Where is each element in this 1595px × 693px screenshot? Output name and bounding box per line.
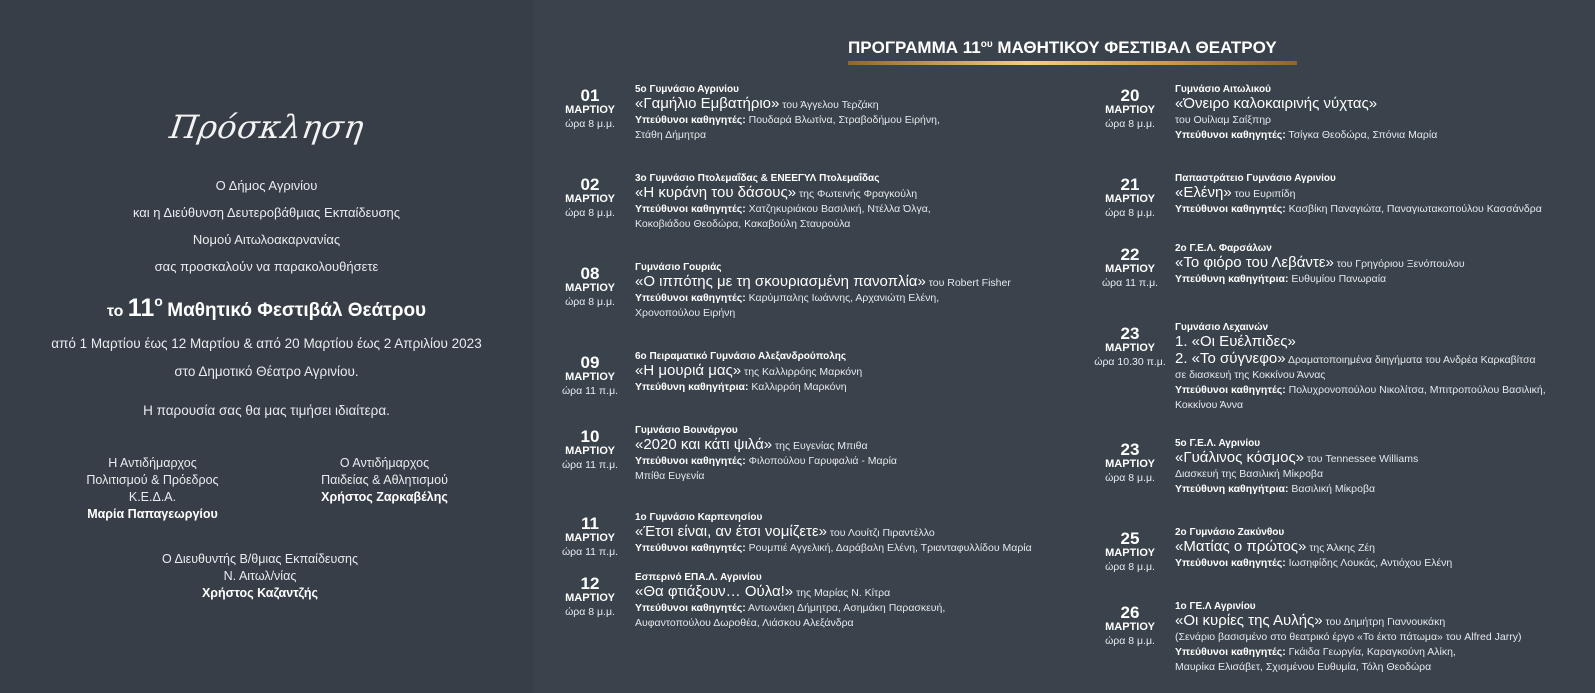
teachers-names: Πολυχρονοπούλου Νικολίτσα, Μπιτροπούλου Βασιλική, xyxy=(1285,384,1546,396)
festival-number: $11^o$ xyxy=(127,293,163,322)
teachers-label: Υπεύθυνοι καθηγητές: xyxy=(1175,557,1286,569)
entry-author: του Robert Fisher xyxy=(925,277,1011,289)
entry-day: 02 xyxy=(580,175,600,194)
entry-author: του Ευριπίδη xyxy=(1231,188,1296,200)
teachers-label: Υπεύθυνη καθηγήτρια: xyxy=(1175,483,1289,495)
entry-teachers xyxy=(635,291,1075,306)
entry-school: 3ο Γυμνάσιο Πτολεμαΐδας & ΕΝΕΕΓΥΛ Πτολεμαΐδας xyxy=(635,173,880,184)
festival-dates: από 1 Μαρτίου έως 12 Μαρτίου & από 20 Μαρτίου έως 2 Απριλίου 2023 xyxy=(51,336,482,351)
teachers-names: Φιλοπούλου Γαρυφαλιά - Μαρία xyxy=(745,455,898,467)
entry-play-line xyxy=(1175,96,1575,113)
teachers-label: Υπεύθυνη καθηγήτρια: xyxy=(1175,273,1289,285)
entry-month: ΜΑΡΤΙΟΥ xyxy=(1105,547,1155,559)
entry-day: 12 xyxy=(580,574,600,593)
entry-details xyxy=(635,262,1075,321)
entry-month: ΜΑΡΤΙΟΥ xyxy=(1105,621,1155,633)
entry-play: «Όνειρο καλοκαιρινής νύχτας» xyxy=(1175,95,1378,112)
entry-details xyxy=(635,173,1075,232)
entry-day: 20 xyxy=(1120,86,1140,105)
entry-month: ΜΑΡΤΙΟΥ xyxy=(1105,193,1155,205)
teachers-names: Τσίγκα Θεοδώρα, Σπόνια Μαρία xyxy=(1285,129,1438,141)
invitation-line: σας προσκαλούν να παρακολουθήσετε xyxy=(154,259,379,274)
entry-details xyxy=(1175,173,1575,217)
entry-play: «Η μουριά μας» xyxy=(635,362,742,379)
teachers-label: Υπεύθυνη καθηγήτρια: xyxy=(635,381,749,393)
entry-time: ώρα 8 μ.μ. xyxy=(1105,118,1155,130)
teachers-names: Χατζηκυριάκου Βασιλική, Ντέλλα Όλγα, xyxy=(745,203,931,215)
entry-play: «Έτσι είναι, αν έτσι νομίζετε» xyxy=(635,523,828,540)
teachers-names: Ρουμπιέ Αγγελική, Δαράβαλη Ελένη, Τριανταφυλλίδου Μαρία xyxy=(745,542,1032,554)
entry-time: ώρα 8 μ.μ. xyxy=(565,296,615,308)
entry-time: ώρα 8 μ.μ. xyxy=(565,118,615,130)
teachers-names: Αντωνάκη Δήμητρα, Ασημάκη Παρασκευή, xyxy=(745,602,946,614)
invitation-title: Πρόσκληση xyxy=(166,108,367,146)
entry-school: 1ο Γυμνάσιο Καρπενησίου xyxy=(635,512,763,523)
entry-date xyxy=(1090,246,1170,291)
entry-month: ΜΑΡΤΙΟΥ xyxy=(565,592,615,604)
entry-author: της Καλλιρρόης Μαρκόνη xyxy=(741,366,863,378)
entry-school: Γυμνάσιο Αιτωλικού xyxy=(1175,84,1271,95)
entry-author: του Άγγελου Τερζάκη xyxy=(779,99,879,111)
entry-time: ώρα 11 π.μ. xyxy=(561,459,619,471)
entry-play: «Γυάλινος κόσμος» xyxy=(1175,449,1305,466)
entry-date xyxy=(1090,176,1170,221)
teachers-label: Υπεύθυνοι καθηγητές: xyxy=(635,455,746,467)
teachers-names: Μαυρίκα Ελισάβετ, Σχισμένου Ευθυμία, Τόλη Θεοδώρα xyxy=(1175,661,1432,673)
entry-play: 1. «Οι Ευέλπιδες» xyxy=(1175,333,1296,350)
entry-day: 09 xyxy=(580,353,600,372)
entry-play-line xyxy=(1175,613,1575,630)
teachers-names: Κασβίκη Παναγιώτα, Παναγιωτακοπούλου Κασσάνδρα xyxy=(1285,203,1542,215)
entry-teachers xyxy=(1175,128,1575,143)
entry-play-line xyxy=(635,274,1075,291)
teachers-names: Κοκκίνου Άννα xyxy=(1175,399,1244,411)
entry-month: ΜΑΡΤΙΟΥ xyxy=(565,104,615,116)
entry-author: του Γρηγόριου Ξενόπουλου xyxy=(1333,258,1465,270)
entry-month: ΜΑΡΤΙΟΥ xyxy=(565,282,615,294)
entry-time: ώρα 11 π.μ. xyxy=(1101,277,1159,289)
entry-play: «Η κυράνη του δάσους» xyxy=(635,184,797,201)
entry-date xyxy=(550,176,630,221)
entry-date xyxy=(550,87,630,132)
teachers-label: Υπεύθυνοι καθηγητές: xyxy=(635,292,746,304)
entry-day: 11 xyxy=(581,514,599,533)
entry-play-line xyxy=(1175,450,1575,467)
invitation-line: και η Διεύθυνση Δευτεροβάθμιας Εκπαίδευσης xyxy=(132,205,401,220)
entry-details xyxy=(635,351,1075,395)
program-title: ΠΡΟΓΡΑΜΜΑ $11^{o\upsilon}$ ΜΑΘΗΤΙΚΟΥ ΦΕΣΤΙΒΑΛ ΘΕΑΤΡΟΥ xyxy=(848,38,1277,57)
entry-note: (Σενάριο βασισμένο στο θεατρικό έργο «Το έκτο πάτωμα» του Alfred Jarry) xyxy=(1175,631,1522,643)
entry-day: 25 xyxy=(1120,529,1140,548)
entry-teachers xyxy=(1175,482,1575,497)
entry-author: του Tennessee Williams xyxy=(1304,453,1419,465)
entry-author: της Άλκης Ζέη xyxy=(1306,542,1375,554)
teachers-names: Αυφαντοπούλου Δωροθέα, Λιάσκου Αλεξάνδρα xyxy=(635,617,854,629)
title-underline xyxy=(848,61,1297,65)
teachers-label: Υπεύθυνοι καθηγητές: xyxy=(635,542,746,554)
entry-details xyxy=(635,425,1075,484)
entry-details xyxy=(1175,527,1575,571)
teachers-label: Υπεύθυνοι καθηγητές: xyxy=(635,114,746,126)
entry-play: «Γαμήλιο Εμβατήριο» xyxy=(635,95,780,112)
entry-day: 01 xyxy=(580,86,600,105)
entry-play-line xyxy=(635,437,1075,454)
teachers-label: Υπεύθυνοι καθηγητές: xyxy=(1175,384,1286,396)
entry-date xyxy=(550,575,630,620)
entry-author: της Ευγενίας Μπιθα xyxy=(772,440,868,452)
entry-details xyxy=(1175,438,1575,497)
entry-school: Εσπερινό ΕΠΑ.Λ. Αγρινίου xyxy=(635,572,762,583)
signature-block: Ο Διευθυντής Β/θμιας Εκπαίδευσης Ν. Αιτωλ/νίας Χρήστος Καζαντζής xyxy=(140,551,380,602)
signatory-name: Χρήστος Καζαντζής xyxy=(201,586,319,600)
entry-play: «Ελένη» xyxy=(1175,184,1232,201)
entry-teachers xyxy=(635,454,1075,469)
invitation-line: Ο Δήμος Αγρινίου xyxy=(215,178,318,193)
teachers-names: Γκάιδα Γεωργία, Καραγκούνη Αλίκη, xyxy=(1285,646,1456,658)
teachers-label: Υπεύθυνοι καθηγητές: xyxy=(1175,129,1286,141)
entry-teachers xyxy=(1175,202,1575,217)
entry-teachers xyxy=(1175,272,1575,287)
entry-play: «Ο ιππότης με τη σκουριασμένη πανοπλία» xyxy=(635,273,926,290)
entry-time: ώρα 11 π.μ. xyxy=(561,385,619,397)
teachers-names: Κοκοβιάδου Θεοδώρα, Κακαβούλη Σταυρούλα xyxy=(635,218,851,230)
teachers-names: Στάθη Δήμητρα xyxy=(635,129,707,141)
teachers-names: Χρονοπούλου Ειρήνη xyxy=(635,307,736,319)
entry-teachers xyxy=(1175,645,1575,660)
signature-block: Ο Αντιδήμαρχος Παιδείας & Αθλητισμού Χρήστος Ζαρκαβέλης xyxy=(292,455,477,506)
entry-month: ΜΑΡΤΙΟΥ xyxy=(1105,263,1155,275)
entry-school: 6ο Πειραματικό Γυμνάσιο Αλεξανδρούπολης xyxy=(635,351,847,362)
entry-author: της Φωτεινής Φραγκούλη xyxy=(796,188,918,200)
entry-play: «Θα φτιάξουν… Ούλα!» xyxy=(635,583,794,600)
signature-block: Η Αντιδήμαρχος Πολιτισμού & Πρόεδρος Κ.Ε.Δ.Α. Μαρία Παπαγεωργίου xyxy=(60,455,245,523)
entry-play-line xyxy=(635,584,1075,601)
entry-school: Γυμνάσιο Λεχαινών xyxy=(1175,322,1269,333)
entry-play-line xyxy=(635,185,1075,202)
entry-day: 21 xyxy=(1120,175,1140,194)
entry-time: ώρα 11 π.μ. xyxy=(561,546,619,558)
entry-time: ώρα 8 μ.μ. xyxy=(1105,635,1155,647)
entry-time: ώρα 8 μ.μ. xyxy=(1105,207,1155,219)
entry-play-line xyxy=(1175,185,1575,202)
entry-play-line xyxy=(635,524,1075,541)
entry-details xyxy=(1175,601,1575,675)
entry-details xyxy=(635,84,1075,143)
entry-note: του Ουίλιαμ Σαίξπηρ xyxy=(1175,114,1272,126)
entry-author: του Λουίτζι Πιραντέλλο xyxy=(827,527,935,539)
entry-time: ώρα 8 μ.μ. xyxy=(1105,561,1155,573)
entry-time: ώρα 8 μ.μ. xyxy=(565,207,615,219)
entry-time: ώρα 8 μ.μ. xyxy=(1105,472,1155,484)
entry-play: «Ματίας ο πρώτος» xyxy=(1175,538,1307,555)
entry-author: του Δημήτρη Γιαννουκάκη xyxy=(1322,616,1446,628)
teachers-names: Καρύμπαλης Ιωάννης, Αρχανιώτη Ελένη, xyxy=(745,292,940,304)
teachers-names: Ευθυμίου Πανωραία xyxy=(1288,273,1387,285)
teachers-names: Ιωσηφίδης Λουκάς, Αντιόχου Ελένη xyxy=(1285,557,1453,569)
entry-date xyxy=(550,428,630,473)
entry-details xyxy=(635,572,1075,631)
teachers-names: Καλλιρρόη Μαρκόνη xyxy=(748,381,847,393)
entry-school: Γυμνάσιο Βουνάργου xyxy=(635,425,738,436)
entry-author: Δραματοποιημένα διηγήματα του Ανδρέα Καρκαβίτσα xyxy=(1285,354,1536,366)
entry-play-line xyxy=(1175,255,1575,272)
entry-date xyxy=(550,354,630,399)
entry-day: 26 xyxy=(1120,603,1140,622)
entry-month: ΜΑΡΤΙΟΥ xyxy=(1105,104,1155,116)
entry-teachers xyxy=(635,113,1075,128)
entry-play: «Το φιόρο του Λεβάντε» xyxy=(1175,254,1334,271)
teachers-label: Υπεύθυνοι καθηγητές: xyxy=(1175,203,1286,215)
entry-play: «Οι κυρίες της Αυλής» xyxy=(1175,612,1323,629)
festival-venue: στο Δημοτικό Θέατρο Αγρινίου. xyxy=(174,364,359,379)
invitation-line: Νομού Αιτωλοακαρνανίας xyxy=(192,232,341,247)
entry-teachers xyxy=(635,541,1075,556)
closing-line: Η παρουσία σας θα μας τιμήσει ιδιαίτερα. xyxy=(143,403,390,418)
entry-day: 10 xyxy=(580,427,600,446)
entry-play-line xyxy=(635,96,1075,113)
entry-school: 1ο ΓΕ.Λ Αγρινίου xyxy=(1175,601,1256,612)
entry-day: 23 xyxy=(1120,324,1140,343)
entry-date xyxy=(1090,604,1170,649)
entry-day: 08 xyxy=(580,264,600,283)
festival-heading xyxy=(0,293,533,323)
entry-month: ΜΑΡΤΙΟΥ xyxy=(1105,458,1155,470)
entry-school: Γυμνάσιο Γουριάς xyxy=(635,262,722,273)
entry-play-line xyxy=(1175,539,1575,556)
entry-time: ώρα 10.30 π.μ. xyxy=(1094,356,1166,368)
entry-date xyxy=(1090,325,1170,370)
entry-details xyxy=(1175,322,1575,413)
entry-school: 2ο Γυμνάσιο Ζακύνθου xyxy=(1175,527,1285,538)
entry-month: ΜΑΡΤΙΟΥ xyxy=(565,193,615,205)
entry-play: 2. «Το σύγνεφο» xyxy=(1175,350,1286,367)
entry-date xyxy=(1090,530,1170,575)
entry-month: ΜΑΡΤΙΟΥ xyxy=(565,371,615,383)
teachers-names: Πουδαρά Βλωτίνα, Στραβοδήμου Ειρήνη, xyxy=(745,114,940,126)
entry-date xyxy=(1090,87,1170,132)
entry-day: 22 xyxy=(1120,245,1140,264)
teachers-label: Υπεύθυνοι καθηγητές: xyxy=(1175,646,1286,658)
entry-note: Διασκευή της Βασιλική Μίκροβα xyxy=(1175,468,1324,480)
entry-play-line xyxy=(635,363,1075,380)
festival-name: Μαθητικό Φεστιβάλ Θεάτρου xyxy=(167,300,427,321)
entry-day: 23 xyxy=(1120,440,1140,459)
entry-details xyxy=(635,512,1075,556)
entry-details xyxy=(1175,243,1575,287)
entry-play-line xyxy=(1175,334,1575,351)
entry-school: 5ο Γυμνάσιο Αγρινίου xyxy=(635,84,739,95)
entry-teachers xyxy=(635,202,1075,217)
entry-month: ΜΑΡΤΙΟΥ xyxy=(565,445,615,457)
signatory-name: Χρήστος Ζαρκαβέλης xyxy=(321,490,448,504)
teachers-names: Βασιλική Μίκροβα xyxy=(1288,483,1376,495)
entry-month: ΜΑΡΤΙΟΥ xyxy=(1105,342,1155,354)
teachers-label: Υπεύθυνοι καθηγητές: xyxy=(635,602,746,614)
entry-teachers xyxy=(635,380,1075,395)
entry-teachers xyxy=(635,601,1075,616)
entry-date xyxy=(550,265,630,310)
teachers-label: Υπεύθυνοι καθηγητές: xyxy=(635,203,746,215)
entry-date xyxy=(1090,441,1170,486)
entry-teachers xyxy=(1175,556,1575,571)
entry-teachers xyxy=(1175,383,1575,398)
entry-play-line xyxy=(1175,351,1575,368)
entry-note: σε διασκευή της Κοκκίνου Άννας xyxy=(1175,369,1326,381)
teachers-names: Μπίθα Ευγενία xyxy=(635,470,705,482)
entry-school: 2ο Γ.Ε.Λ. Φαρσάλων xyxy=(1175,243,1272,254)
entry-details xyxy=(1175,84,1575,143)
entry-time: ώρα 8 μ.μ. xyxy=(565,606,615,618)
festival-prefix: το xyxy=(106,303,124,320)
entry-date xyxy=(550,515,630,560)
entry-school: 5ο Γ.Ε.Λ. Αγρινίου xyxy=(1175,438,1261,449)
entry-month: ΜΑΡΤΙΟΥ xyxy=(565,532,615,544)
entry-author: της Μαρίας Ν. Κίτρα xyxy=(793,587,891,599)
entry-school: Παπαστράτειο Γυμνάσιο Αγρινίου xyxy=(1175,173,1336,184)
entry-play: «2020 και κάτι ψιλά» xyxy=(635,436,773,453)
signatory-name: Μαρία Παπαγεωργίου xyxy=(87,507,218,521)
